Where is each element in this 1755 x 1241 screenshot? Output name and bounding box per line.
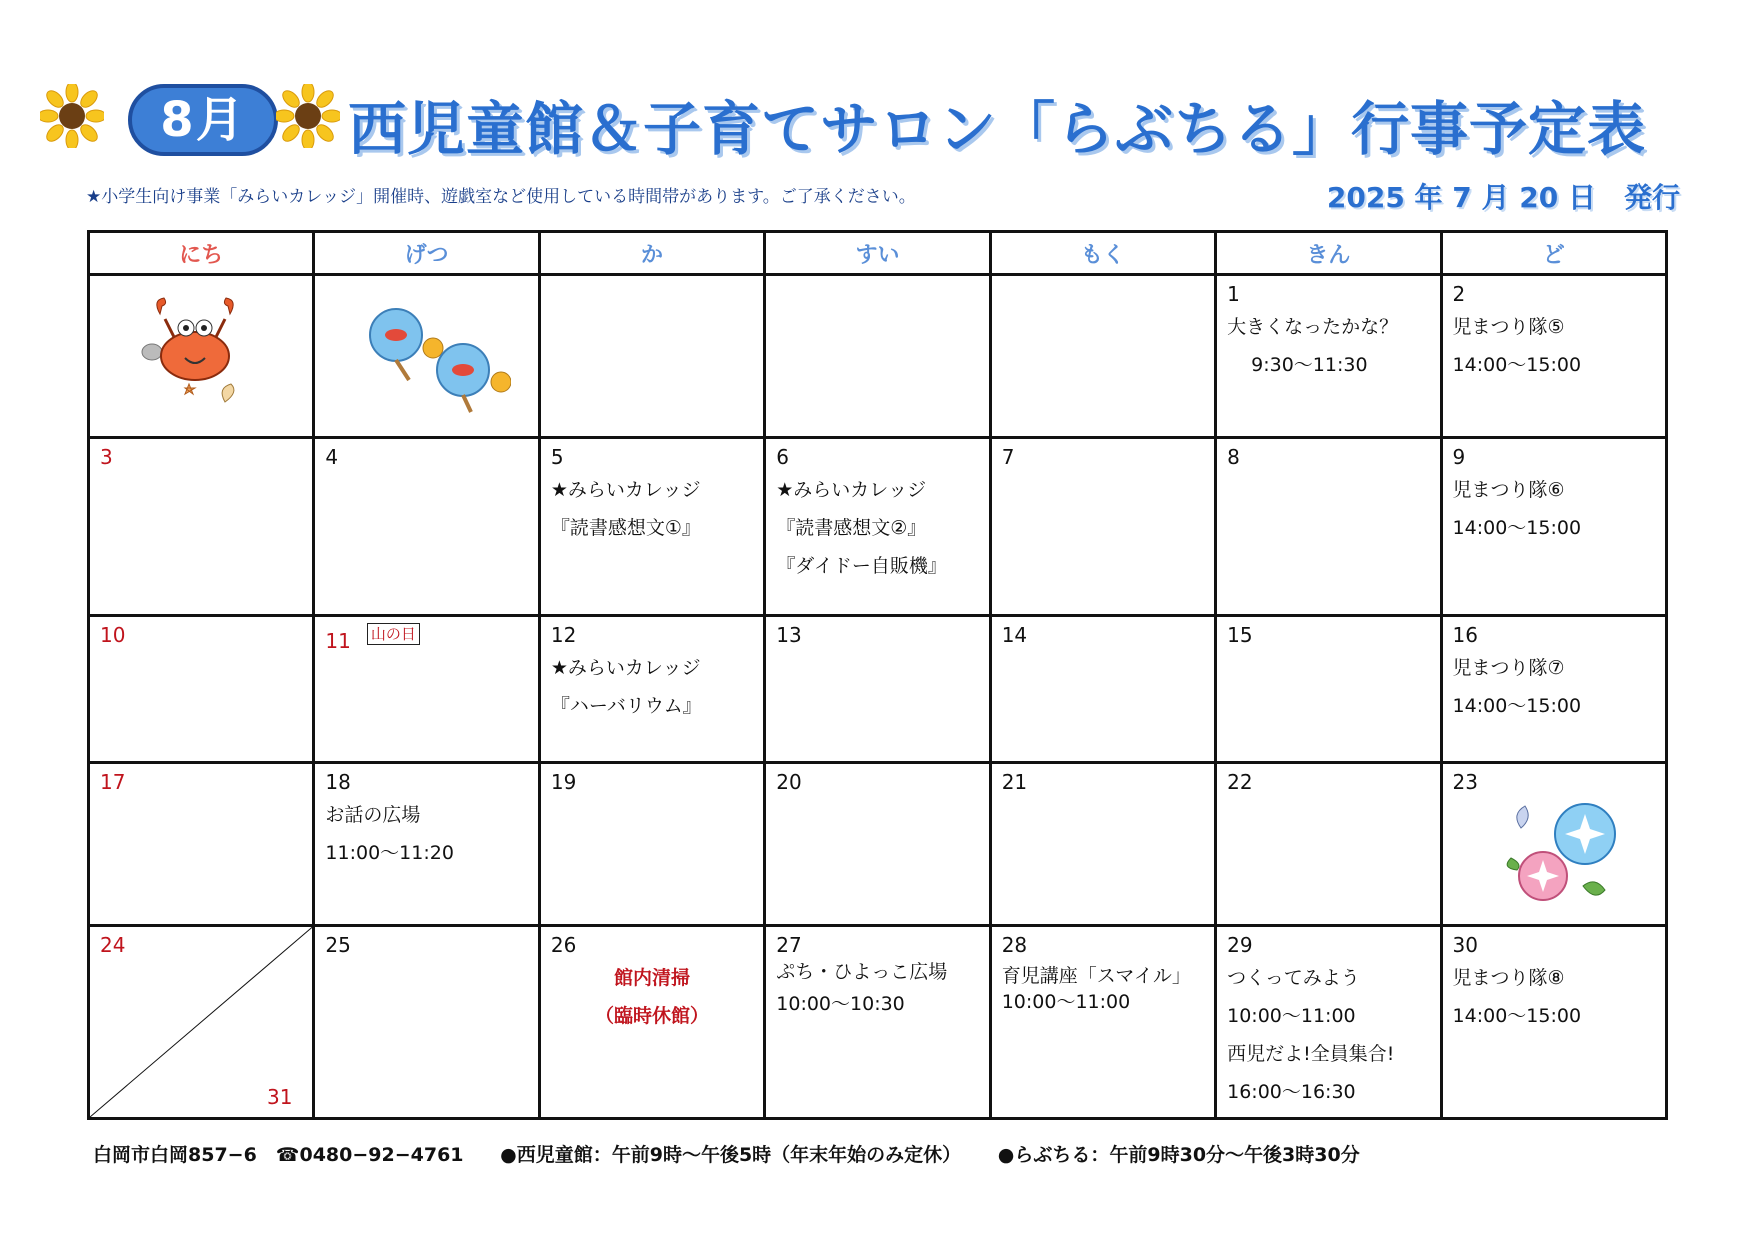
crab-illustration bbox=[130, 294, 260, 414]
day-number: 6 bbox=[776, 445, 789, 469]
empty-day-cell bbox=[990, 275, 1215, 438]
day-cell bbox=[1441, 926, 1666, 1119]
event-text: 育児講座「スマイル」 bbox=[1001, 965, 1191, 987]
fan-illustration bbox=[351, 300, 511, 415]
event-text: 西児だよ!全員集合! bbox=[1227, 1043, 1395, 1065]
week-row bbox=[89, 438, 1667, 616]
day-number: 9 bbox=[1452, 445, 1466, 469]
day-cell bbox=[89, 763, 314, 926]
event-text: 『ハーバリウム』 bbox=[550, 695, 702, 717]
day-cell bbox=[1441, 616, 1666, 763]
day-cell bbox=[314, 926, 539, 1119]
sunflower-icon bbox=[40, 84, 104, 148]
day-number: 24 bbox=[100, 933, 126, 957]
event-text: 『読書感想文①』 bbox=[550, 517, 701, 539]
day-cell bbox=[990, 616, 1215, 763]
event-time: 14:00～15:00 bbox=[1452, 695, 1582, 717]
empty-day-cell bbox=[89, 275, 314, 438]
sunflower-icon bbox=[276, 84, 340, 148]
day-cell bbox=[1216, 275, 1441, 438]
weekday-sat: ど bbox=[1441, 232, 1666, 275]
day-cell bbox=[314, 763, 539, 926]
day-cell bbox=[1216, 926, 1441, 1119]
day-number: 26 bbox=[550, 933, 577, 957]
footer-hours-center: ●西児童館：午前9時～午後5時（年末年始のみ定休） bbox=[500, 1144, 962, 1166]
event-text: 児まつり隊⑧ bbox=[1452, 967, 1565, 989]
event-text: ★みらいカレッジ bbox=[550, 657, 701, 679]
event-time: 9:30～11:30 bbox=[1251, 354, 1368, 376]
day-number: 30 bbox=[1452, 933, 1478, 957]
empty-day-cell bbox=[765, 275, 990, 438]
day-cell-split bbox=[89, 926, 314, 1119]
day-cell bbox=[539, 926, 764, 1119]
event-text: 児まつり隊⑤ bbox=[1452, 316, 1565, 338]
day-cell bbox=[539, 763, 764, 926]
weekday-fri: きん bbox=[1216, 232, 1441, 275]
event-text: 『読書感想文②』 bbox=[776, 517, 927, 539]
day-cell bbox=[539, 616, 764, 763]
day-number: 11 bbox=[325, 629, 351, 653]
day-number: 16 bbox=[1452, 623, 1478, 647]
holiday-badge: 山の日 bbox=[367, 623, 420, 645]
event-time: 10:00～11:00 bbox=[1227, 1005, 1356, 1027]
day-cell bbox=[990, 763, 1215, 926]
weekday-header-row bbox=[89, 232, 1667, 275]
footer-hours-salon: ●らぶちる：午前9時30分～午後3時30分 bbox=[997, 1144, 1360, 1166]
event-text: ★みらいカレッジ bbox=[550, 479, 701, 501]
empty-day-cell bbox=[314, 275, 539, 438]
footer bbox=[93, 1140, 1390, 1167]
day-number: 28 bbox=[1001, 933, 1028, 957]
week-row bbox=[89, 275, 1667, 438]
event-text: 『ダイドー自販機』 bbox=[776, 555, 947, 577]
event-text: ★みらいカレッジ bbox=[776, 479, 927, 501]
day-cell bbox=[765, 616, 990, 763]
day-number: 3 bbox=[100, 445, 113, 469]
calendar-table bbox=[87, 230, 1668, 1120]
event-time: 10:00～10:30 bbox=[776, 993, 905, 1015]
day-cell bbox=[539, 438, 764, 616]
day-cell bbox=[1441, 275, 1666, 438]
weekday-mon: げつ bbox=[314, 232, 539, 275]
day-cell bbox=[89, 438, 314, 616]
event-time: 11:00～11:20 bbox=[325, 842, 454, 864]
header bbox=[40, 78, 1720, 168]
day-cell bbox=[1216, 616, 1441, 763]
day-cell bbox=[1441, 763, 1666, 926]
day-number: 29 bbox=[1227, 933, 1253, 957]
day-number: 17 bbox=[100, 770, 126, 794]
issue-date: 2025 年 7 月 20 日 発行 bbox=[1326, 181, 1680, 214]
day-cell bbox=[1216, 438, 1441, 616]
event-time: 14:00～15:00 bbox=[1452, 1005, 1582, 1027]
day-cell bbox=[990, 438, 1215, 616]
event-text: 児まつり隊⑦ bbox=[1452, 657, 1565, 679]
event-text: ぷち・ひよっこ広場 bbox=[776, 961, 948, 983]
day-number: 4 bbox=[325, 445, 339, 469]
day-number: 14 bbox=[1001, 623, 1028, 647]
event-text: 大きくなったかな？ bbox=[1227, 316, 1399, 338]
event-text: お話の広場 bbox=[325, 804, 421, 826]
week-row bbox=[89, 616, 1667, 763]
day-number: 20 bbox=[776, 770, 802, 794]
event-time: 14:00～15:00 bbox=[1452, 354, 1582, 376]
closure-text: 館内清掃 bbox=[614, 967, 691, 989]
day-number: 8 bbox=[1227, 445, 1240, 469]
day-cell bbox=[765, 926, 990, 1119]
month-badge: 8月 bbox=[128, 84, 278, 156]
weekday-sun: にち bbox=[89, 232, 314, 275]
day-number: 22 bbox=[1227, 770, 1253, 794]
day-number: 2 bbox=[1452, 282, 1466, 306]
footer-address: 白岡市白岡857−6 ☎0480−92−4761 bbox=[93, 1144, 464, 1166]
event-time: 16:00～16:30 bbox=[1227, 1081, 1356, 1103]
day-number: 13 bbox=[776, 623, 802, 647]
day-cell bbox=[1441, 438, 1666, 616]
day-cell bbox=[765, 763, 990, 926]
day-number: 1 bbox=[1227, 282, 1240, 306]
day-number: 21 bbox=[1001, 770, 1028, 794]
event-time: 14:00～15:00 bbox=[1452, 517, 1582, 539]
day-number: 19 bbox=[550, 770, 577, 794]
day-cell bbox=[314, 438, 539, 616]
day-cell bbox=[765, 438, 990, 616]
day-cell bbox=[1216, 763, 1441, 926]
week-row bbox=[89, 926, 1667, 1119]
page-title: 西児童館＆子育てサロン「らぶちる」行事予定表 bbox=[348, 95, 1647, 163]
weekday-thu: もく bbox=[990, 232, 1215, 275]
day-number: 10 bbox=[100, 623, 126, 647]
day-number: 15 bbox=[1227, 623, 1253, 647]
event-text: 児まつり隊⑥ bbox=[1452, 479, 1565, 501]
event-text: つくってみよう bbox=[1227, 967, 1360, 989]
week-row bbox=[89, 763, 1667, 926]
day-number: 25 bbox=[325, 933, 351, 957]
day-number: 27 bbox=[776, 933, 802, 957]
day-cell bbox=[990, 926, 1215, 1119]
day-number: 31 bbox=[266, 1085, 293, 1109]
morning-glory-illustration bbox=[1503, 798, 1623, 908]
day-number: 7 bbox=[1001, 445, 1015, 469]
day-number: 18 bbox=[325, 770, 351, 794]
day-number: 5 bbox=[550, 445, 564, 469]
day-number: 23 bbox=[1452, 770, 1478, 794]
day-cell bbox=[89, 616, 314, 763]
weekday-tue: か bbox=[539, 232, 764, 275]
notice-text: ★小学生向け事業「みらいカレッジ」開催時、遊戯室など使用している時間帯があります。ご了承ください。 bbox=[86, 187, 916, 207]
weekday-wed: すい bbox=[765, 232, 990, 275]
event-time: 10:00～11:00 bbox=[1001, 991, 1131, 1013]
day-number: 12 bbox=[550, 623, 577, 647]
closure-note: （臨時休館） bbox=[595, 1005, 710, 1027]
empty-day-cell bbox=[539, 275, 764, 438]
day-cell bbox=[314, 616, 539, 763]
